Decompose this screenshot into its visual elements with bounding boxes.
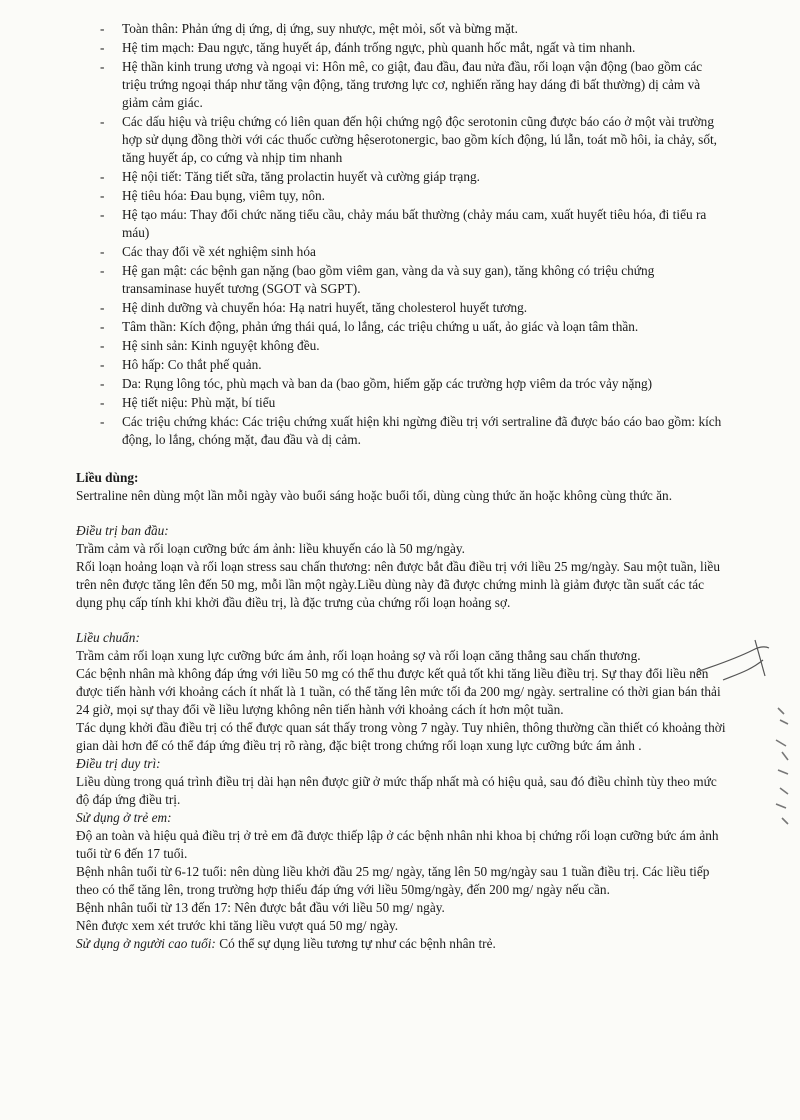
list-item: - Hệ tim mạch: Đau ngực, tăng huyết áp, đánh trống ngực, phù quanh hốc mắt, ngất và tim nhanh. [76,39,726,57]
list-item: - Hô hấp: Co thắt phế quản. [76,356,726,374]
elderly-text: Có thể sự dụng liều tương tự như các bệnh nhân trẻ. [215,936,496,951]
elderly-paragraph [76,935,726,953]
list-item: - Toàn thân: Phản ứng dị ứng, dị ứng, suy nhược, mệt mỏi, sốt và bừng mặt. [76,20,726,38]
standard-dose-paragraph: Các bệnh nhân mà không đáp ứng với liều 50 mg có thể thu được kết quả tốt khi tăng liều điều trị. Sự thay đổi liều nên được tiến hành với khoảng cách ít nhất là 1 tuần, có thể tăng lên mức tối đa 200 mg/ ngày. sertraline có thời gian bán thải 24 giờ, mọi sự thay đổi về liều lượng không nên tiến hành với khoảng cách ít hơn một tuần. [76,666,721,717]
list-item: - Hệ tiết niệu: Phù mặt, bí tiểu [76,394,726,412]
list-item: - Tâm thần: Kích động, phản ứng thái quá, lo lắng, các triệu chứng u uất, ảo giác và loạn tâm thần. [76,318,726,336]
list-item: - Hệ tiêu hóa: Đau bụng, viêm tụy, nôn. [76,187,726,205]
elderly-title: Sử dụng ở người cao tuổi: [76,936,216,951]
list-item: - Hệ dinh dưỡng và chuyển hóa: Hạ natri huyết, tăng cholesterol huyết tương. [76,299,726,317]
list-item: - Hệ nội tiết: Tăng tiết sữa, tăng prolactin huyết và cường giáp trạng. [76,168,726,186]
list-item: - Các thay đổi về xét nghiệm sinh hóa [76,243,726,261]
signature-mark [693,630,773,700]
maintenance-title: Điều trị duy trì: [76,756,161,771]
standard-dose-paragraph: Tác dụng khởi đầu điều trị có thể được quan sát thấy trong vòng 7 ngày. Tuy nhiên, thông thường cần thiết có khoảng thời gian dài hơn để có thể đáp ứng điều trị rõ ràng, đặc biệt trong chứng rối loạn xung lực cưỡng bức ám ảnh . [76,720,726,753]
initial-treatment-title: Điều trị ban đầu: [76,523,169,538]
maintenance-paragraph: Liều dùng trong quá trình điều trị dài hạn nên được giữ ở mức thấp nhất mà có hiệu quả, sau đó điều chỉnh tùy theo mức độ đáp ứng điều trị. [76,774,717,807]
list-item: - Hệ tạo máu: Thay đổi chức năng tiểu cầu, chảy máu bất thường (chảy máu cam, xuất huyết tiêu hóa, đi tiểu ra máu) [76,206,726,242]
list-item: - Da: Rụng lông tóc, phù mạch và ban da (bao gồm, hiếm gặp các trường hợp viêm da tróc vảy nặng) [76,375,726,393]
list-item: - Hệ sinh sản: Kinh nguyệt không đều. [76,337,726,355]
children-paragraph: Bệnh nhân tuổi từ 13 đến 17: Nên được bắt đầu với liều 50 mg/ ngày. [76,900,445,915]
list-item: - Các dấu hiệu và triệu chứng có liên quan đến hội chứng ngộ độc serotonin cũng được báo cáo ở một vài trường hợp sử dụng đồng thời với các thuốc cường hệserotonergic, bao gồm kích động, lú lẫn, toát mồ hôi, ỉa chảy, sốt, tăng huyết áp, co cứng và nhịp tim nhanh [76,113,726,167]
initial-treatment-paragraph: Trầm cảm và rối loạn cưỡng bức ám ảnh: liều khuyến cáo là 50 mg/ngày. [76,541,465,556]
initial-treatment-paragraph: Rối loạn hoảng loạn và rối loạn stress sau chấn thương: nên được bắt đầu điều trị với liều 25 mg/ngày. Sau một tuần, liều trên nên được tăng lên đến 50 mg, mỗi lần một ngày.Liều dùng này đã được chứng minh là giảm được tần suất các tác dụng phụ cấp tính khi khởi đầu điều trị, là đặc trưng của chứng rối loạn hoảng sợ. [76,559,720,610]
dosage-heading: Liều dùng: [76,470,139,485]
list-item: - Các triệu chứng khác: Các triệu chứng xuất hiện khi ngừng điều trị với sertraline đã được báo cáo bao gồm: kích động, lo lắng, chóng mặt, đau đầu và dị cảm. [76,413,726,449]
text-column [76,20,726,953]
children-paragraph: Độ an toàn và hiệu quả điều trị ở trẻ em đã được thiếp lập ở các bệnh nhân nhi khoa bị chứng rối loạn cưỡng bức ám ảnh tuổi từ 6 đến 17 tuổi. [76,828,719,861]
children-paragraph: Nên được xem xét trước khi tăng liều vượt quá 50 mg/ ngày. [76,918,399,933]
list-item: - Hệ thần kinh trung ương và ngoại vi: Hôn mê, co giật, đau đầu, đau nửa đầu, rối loạn vận động (bao gồm các triệu trứng ngoại tháp như tăng vận động, tăng trương lực cơ, nghiến răng hay dáng đi bất thường) dị cảm và giảm cảm giác. [76,58,726,112]
side-effects-list [76,20,726,449]
list-item: - Hệ gan mật: các bệnh gan nặng (bao gồm viêm gan, vàng da và suy gan), tăng không có triệu chứng transaminase huyết tương (SGOT và SGPT). [76,262,726,298]
children-title: Sử dụng ở trẻ em: [76,810,172,825]
children-paragraph: Bệnh nhân tuổi từ 6-12 tuổi: nên dùng liều khởi đầu 25 mg/ ngày, tăng lên 50 mg/ngày sau 1 tuần điều trị. Các liều tiếp theo có thể tăng lên, trong trường hợp thiếu đáp ứng với liều 50mg/ngày, đến 200 mg/ ngày nếu cần. [76,864,710,897]
standard-dose-paragraph: Trầm cảm rối loạn xung lực cưỡng bức ám ảnh, rối loạn hoảng sợ và rối loạn căng thẳng sau chấn thương. [76,648,641,663]
margin-stamp-fragment [770,700,798,830]
dosage-intro: Sertraline nên dùng một lần mỗi ngày vào buổi sáng hoặc buổi tối, dùng cùng thức ăn hoặc không cùng thức ăn. [76,488,673,503]
standard-dose-title: Liều chuẩn: [76,630,140,645]
